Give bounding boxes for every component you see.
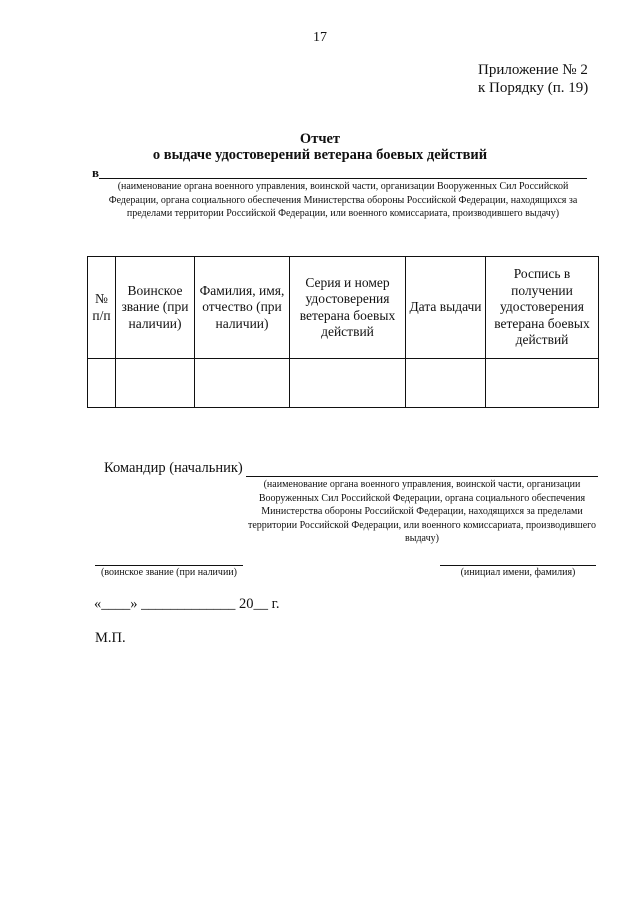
commander-caption: (наименование органа военного управления, воинской части, организации Вооруженных Сил Российской Федерации, органа социального обеспечения Министерства обороны Российской Федерации, находящихся за пределами территории Российской Федерации, или военного комиссариата, производившего выдачу)	[248, 479, 596, 544]
commander-fill-line	[246, 476, 598, 477]
header-certificate-number: Серия и номер удостоверения ветерана боевых действий	[290, 257, 406, 359]
report-subtitle: о выдаче удостоверений ветерана боевых действий	[152, 147, 488, 163]
commander-label: Командир (начальник)	[104, 460, 243, 476]
recipient-caption: (наименование органа военного управления, воинской части, организации Вооруженных Сил Российской Федерации, органа социального обеспечения Министерства обороны Российской Федерации, находящихся за пределами территории Российской Федерации, или военного комиссариата, производившего выдачу)	[108, 181, 578, 219]
name-fill-line	[440, 565, 596, 566]
header-full-name: Фамилия, имя, отчество (при наличии)	[195, 257, 290, 359]
annex-line-2: к Порядку (п. 19)	[478, 80, 589, 96]
rank-caption: (воинское звание (при наличии)	[101, 567, 237, 578]
cell-full-name	[195, 359, 290, 408]
header-number: № п/п	[88, 257, 116, 359]
annex-reference	[478, 61, 588, 97]
cell-issue-date	[406, 359, 486, 408]
cell-certificate-number	[290, 359, 406, 408]
table-header-row	[88, 257, 599, 359]
report-table	[87, 256, 599, 408]
name-caption: (инициал имени, фамилия)	[460, 567, 576, 578]
table-row	[88, 359, 599, 408]
report-title: Отчет	[299, 131, 341, 147]
header-issue-date: Дата выдачи	[406, 257, 486, 359]
cell-number	[88, 359, 116, 408]
recipient-prefix: в	[92, 165, 100, 180]
cell-rank	[116, 359, 195, 408]
header-rank: Воинское звание (при наличии)	[116, 257, 195, 359]
rank-fill-line	[95, 565, 243, 566]
seal-placeholder: М.П.	[95, 630, 126, 646]
cell-signature	[486, 359, 599, 408]
recipient-fill-line	[99, 178, 587, 179]
date-fill-line: «____» _____________ 20__ г.	[94, 596, 280, 612]
header-signature: Роспись в получении удостоверения ветерана боевых действий	[486, 257, 599, 359]
annex-line-1: Приложение № 2	[478, 62, 588, 78]
page-number: 17	[313, 30, 327, 45]
